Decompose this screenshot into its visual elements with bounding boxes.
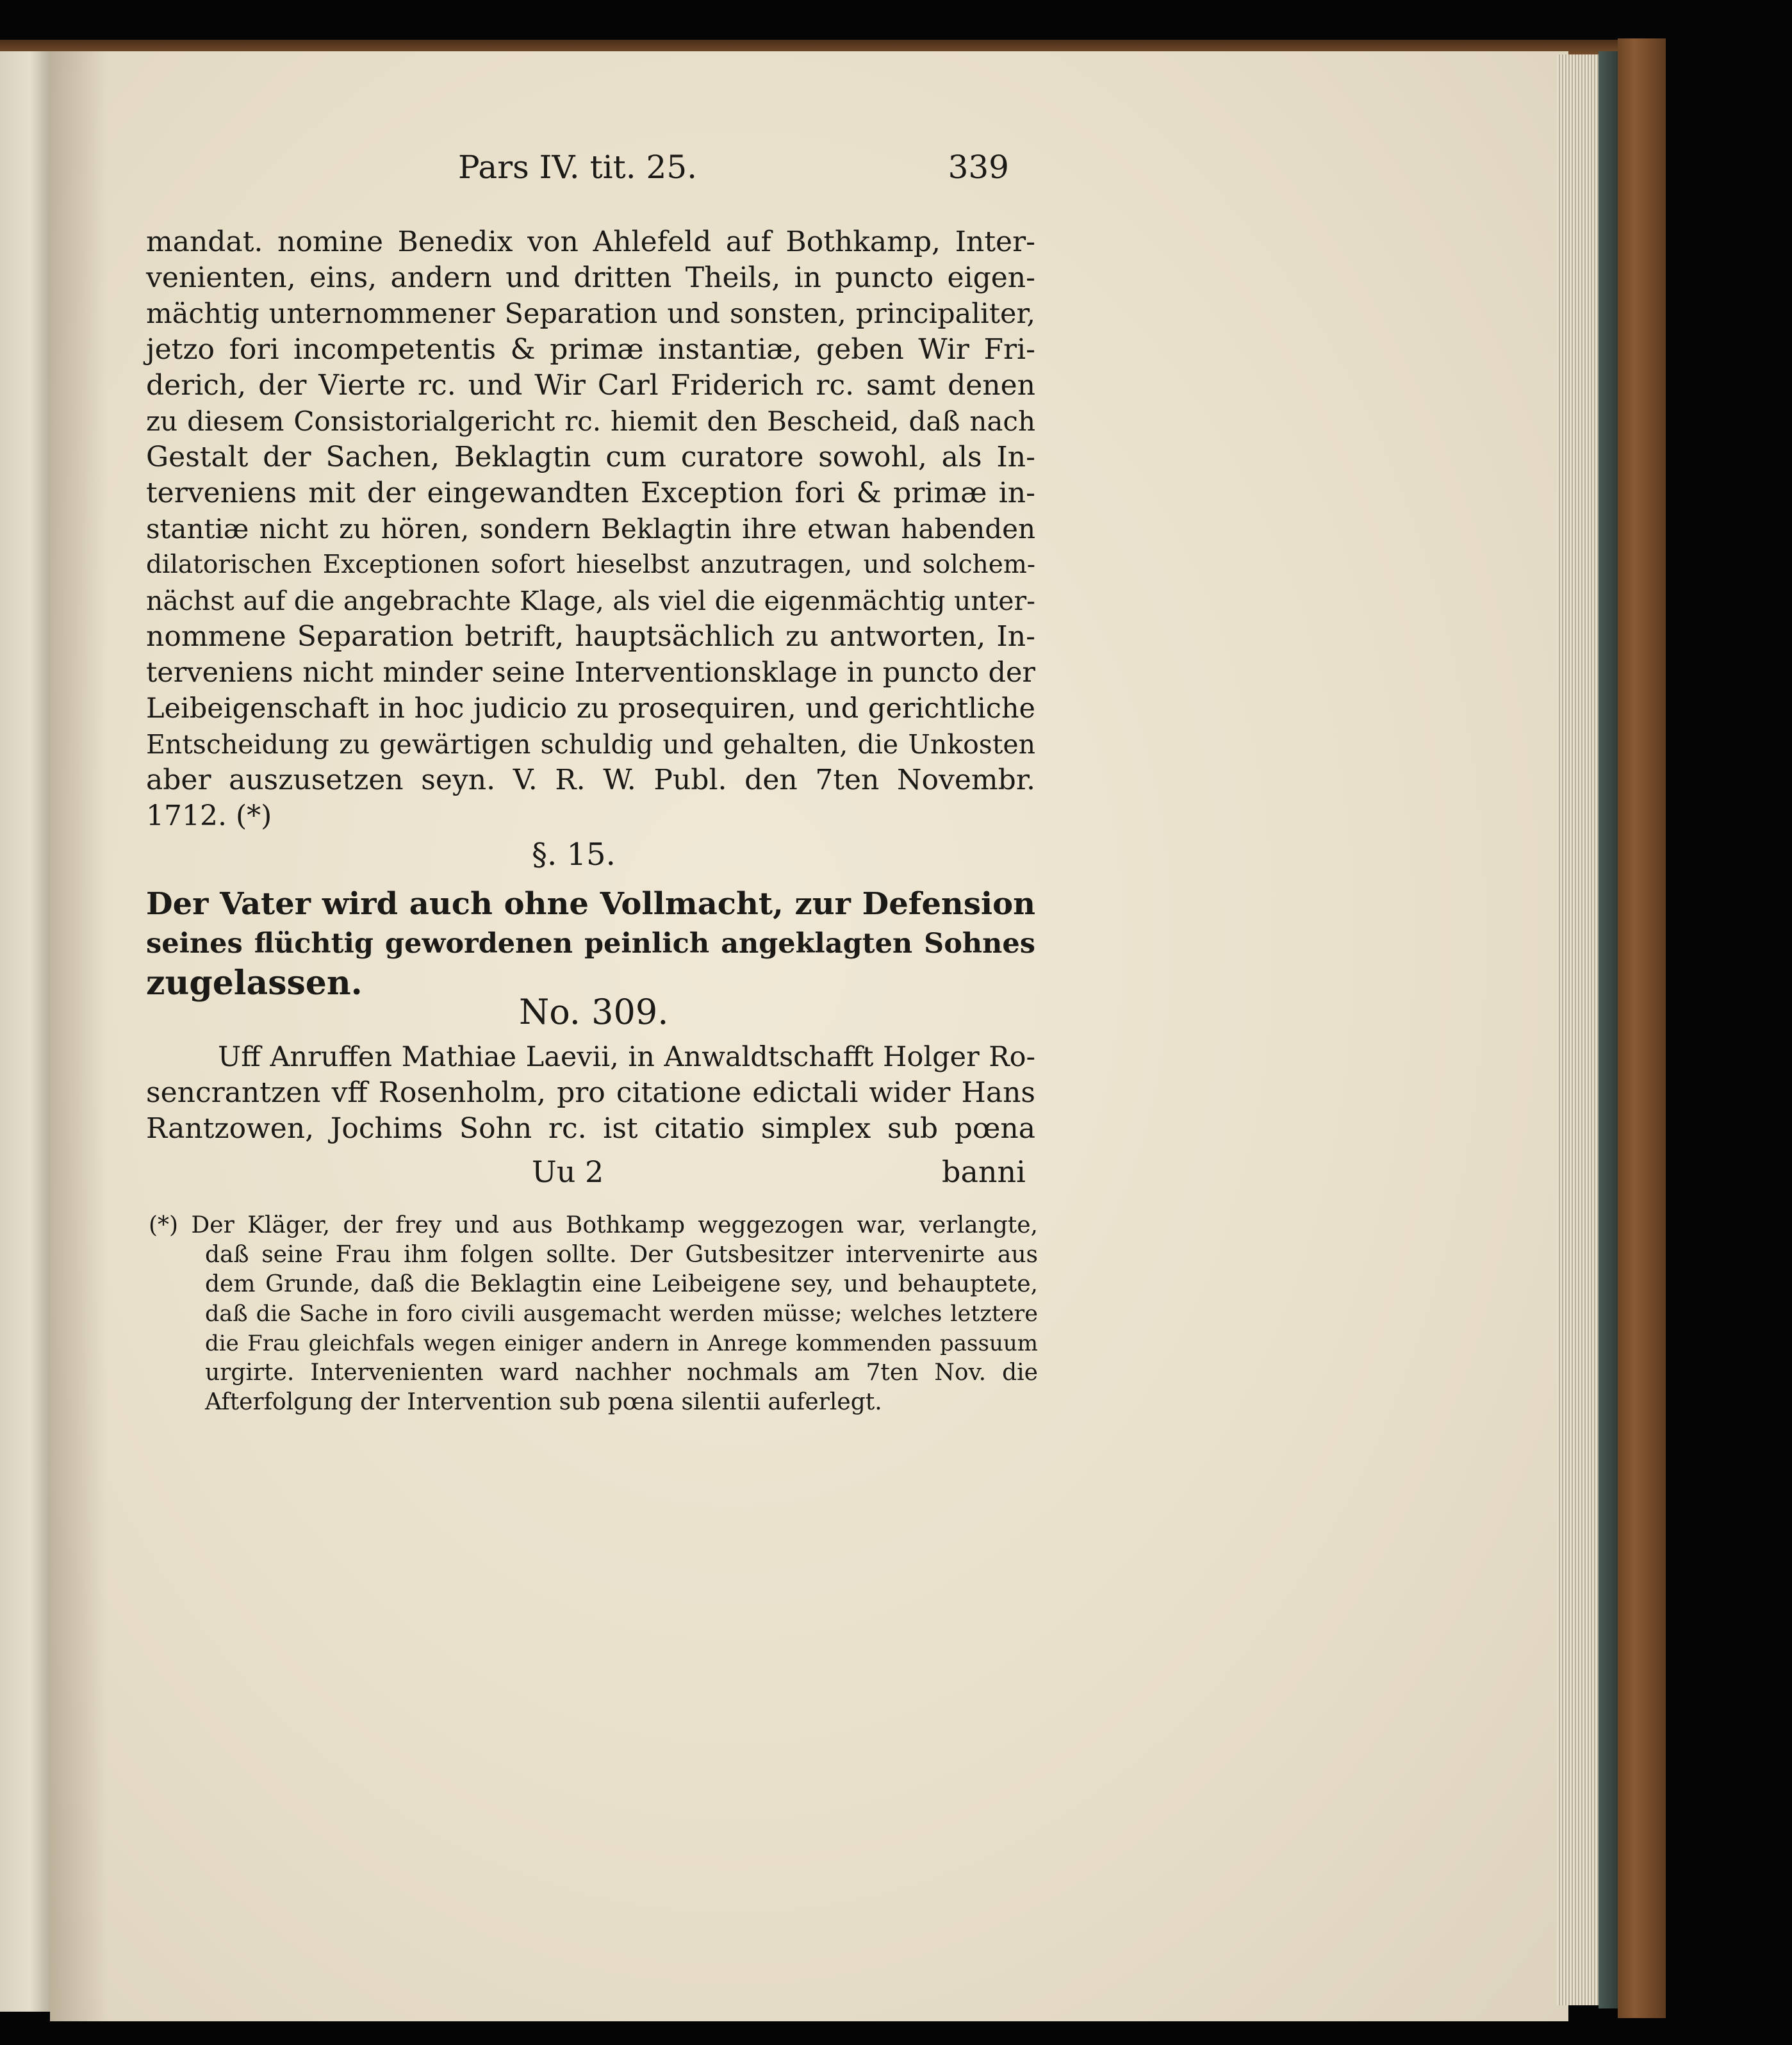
footnote-line: dem Grunde, daß die Beklagtin eine Leibeigene sey, und behauptete, xyxy=(205,1271,1038,1297)
catchword: banni xyxy=(942,1154,1026,1189)
body-line: dilatorischen Exceptionen sofort hieselbst anzutragen, und solchem- xyxy=(146,550,1035,579)
footnote-line: urgirte. Intervenienten ward nachher nochmals am 7ten Nov. die xyxy=(205,1359,1038,1386)
section-heading-line: seines flüchtig gewordenen peinlich angeklagten Sohnes xyxy=(146,928,1035,960)
body-line: jetzo fori incompetentis & primæ instantiæ, geben Wir Fri- xyxy=(146,333,1035,366)
footnote-line: (*) Der Kläger, der frey und aus Bothkamp weggezogen war, verlangte, xyxy=(149,1212,1038,1238)
body-line: mächtig unternommener Separation und sonsten, principaliter, xyxy=(146,298,1035,330)
body-line: Entscheidung zu gewärtigen schuldig und gehalten, die Unkosten xyxy=(146,729,1035,760)
body-line: Gestalt der Sachen, Beklagtin cum curatore sowohl, als In- xyxy=(146,441,1035,473)
body-line: terveniens mit der eingewandten Exception fori & primæ in- xyxy=(146,477,1035,509)
body-line: derich, der Vierte rc. und Wir Carl Friderich rc. samt denen xyxy=(146,369,1035,402)
running-head xyxy=(458,149,1009,186)
body-line: terveniens nicht minder seine Interventionsklage in puncto der xyxy=(146,657,1035,689)
running-head-title: Pars IV. tit. 25. xyxy=(458,149,698,186)
document-number: No. 309. xyxy=(519,992,669,1032)
body-line: mandat. nomine Benedix von Ahlefeld auf Bothkamp, Inter- xyxy=(146,226,1035,258)
section-heading-line: zugelassen. xyxy=(146,964,363,1003)
body-line: Leibeigenschaft in hoc judicio zu prosequiren, und gerichtliche xyxy=(146,693,1035,725)
body-line: venienten, eins, andern und dritten Theils, in puncto eigen- xyxy=(146,261,1035,294)
footnote-line: die Frau gleichfals wegen einiger andern in Anrege kommenden passuum xyxy=(205,1331,1038,1356)
body-line: 1712. (*) xyxy=(146,800,272,832)
body-line: aber auszusetzen seyn. V. R. W. Publ. den 7ten Novembr. xyxy=(146,764,1035,796)
body-line: nommene Separation betrift, hauptsächlich zu antworten, In- xyxy=(146,620,1035,653)
footnote-line: daß die Sache in foro civili ausgemacht werden müsse; welches letztere xyxy=(205,1301,1038,1327)
page-number: 339 xyxy=(948,149,1009,186)
body-line: Uff Anruffen Mathiae Laevii, in Anwaldtschafft Holger Ro- xyxy=(218,1041,1035,1073)
body-line: stantiæ nicht zu hören, sondern Beklagtin ihre etwan habenden xyxy=(146,513,1035,545)
body-line: zu diesem Consistorialgericht rc. hiemit den Bescheid, daß nach xyxy=(146,406,1035,437)
footnote-line: daß seine Frau ihm folgen sollte. Der Gutsbesitzer intervenirte aus xyxy=(205,1242,1038,1268)
body-line: Rantzowen, Jochims Sohn rc. ist citatio simplex sub pœna xyxy=(146,1112,1035,1145)
footnote-line: Afterfolgung der Intervention sub pœna silentii auferlegt. xyxy=(205,1389,882,1415)
body-line: nächst auf die angebrachte Klage, als viel die eigenmächtig unter- xyxy=(146,586,1035,616)
section-mark: §. 15. xyxy=(532,837,616,873)
section-heading-line: Der Vater wird auch ohne Vollmacht, zur Defension xyxy=(146,886,1035,922)
body-line: sencrantzen vff Rosenholm, pro citatione edictali wider Hans xyxy=(146,1076,1035,1109)
signature-mark: Uu 2 xyxy=(532,1154,604,1189)
